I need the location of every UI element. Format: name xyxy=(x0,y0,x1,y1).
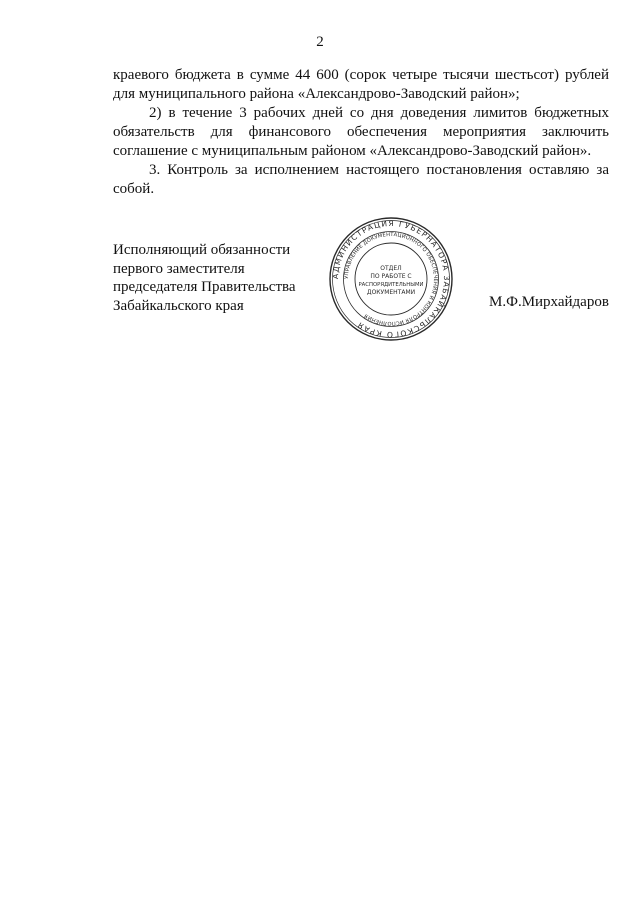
stamp-center-text: РАСПОРЯДИТЕЛЬНЫМИ xyxy=(358,282,424,288)
page-number: 2 xyxy=(316,34,324,50)
stamp-center-text: ПО РАБОТЕ С xyxy=(370,273,412,280)
stamp-center-text: ОТДЕЛ xyxy=(380,265,402,272)
signatory-position xyxy=(113,241,296,315)
official-stamp xyxy=(328,216,454,342)
paragraph-budget-amount: краевого бюджета в сумме 44 600 (сорок четыре тысячи шестьсот) рублей для муниципального района «Александрово-Заводский район»; xyxy=(113,67,609,102)
signatory-position-line: Забайкальского края xyxy=(113,297,244,314)
signatory-position-line: первого заместителя xyxy=(113,260,245,277)
signatory-position-line: председателя Правительства xyxy=(113,279,296,295)
stamp-inner-text: УПРАВЛЕНИЕ ДОКУМЕНТАЦИОННОГО ОБЕСПЕЧЕНИЯ И КОНТРОЛЯ ИСПОЛНЕНИЯ xyxy=(343,231,439,327)
body-text xyxy=(113,66,609,199)
signer-name: М.Ф.Мирхайдаров xyxy=(489,294,609,310)
stamp-center-text: ДОКУМЕНТАМИ xyxy=(366,289,416,296)
paragraph-agreement: 2) в течение 3 рабочих дней со дня доведения лимитов бюджетных обязательств для финансового обеспечения мероприятия заключить соглашение с муниципальным районом «Александрово-Заводский район». xyxy=(113,105,609,159)
paragraph-control: 3. Контроль за исполнением настоящего постановления оставляю за собой. xyxy=(113,162,609,197)
stamp-outer-text: АДМИНИСТРАЦИЯ ГУБЕРНАТОРА ЗАБАЙКАЛЬСКОГО КРАЯ xyxy=(330,218,452,340)
signatory-position-line: Исполняющий обязанности xyxy=(113,242,291,258)
